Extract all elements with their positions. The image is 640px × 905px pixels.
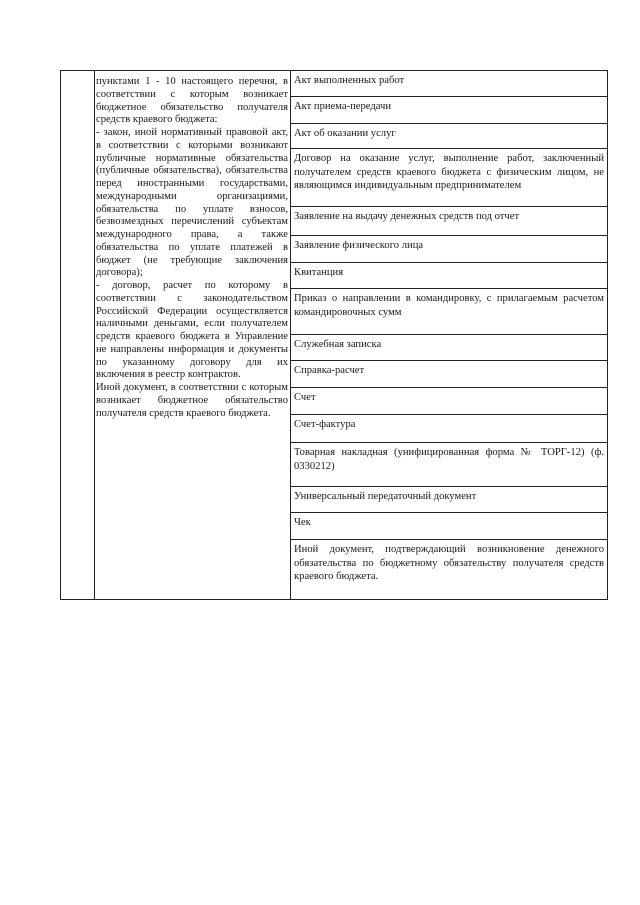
documents-table: [60, 70, 608, 600]
paragraph: - договор, расчет по которому в соответствии с законодательством Российской Федерации осуществляется наличными деньгами, если получателем средств краевого бюджета в Управление не направлены информация и документы по указанному договору для их включения в реестр контрактов.: [96, 280, 288, 381]
column-divider: [94, 71, 95, 599]
document-name: Приказ о направлении в командировку, с прилагаемым расчетом командировочных сумм: [294, 293, 604, 318]
document-row: [291, 486, 607, 512]
document-name: Акт приема-передачи: [294, 101, 392, 112]
document-name: Универсальный передаточный документ: [294, 491, 477, 502]
document-row: [291, 71, 607, 96]
paragraph: Иной документ, в соответствии с которым возникает бюджетное обязательство получателя средств краевого бюджета.: [96, 382, 288, 419]
document-row: [291, 235, 607, 262]
document-row: [291, 442, 607, 486]
document-name: Квитанция: [294, 267, 344, 278]
document-name: Счет: [294, 392, 316, 403]
document-name: Товарная накладная (унифицированная форма № ТОРГ-12) (ф. 0330212): [294, 447, 604, 472]
document-row: [291, 148, 607, 206]
document-row: [291, 512, 607, 539]
document-name: Заявление физического лица: [294, 240, 424, 251]
document-row: [291, 334, 607, 360]
document-row: [291, 414, 607, 442]
document-row: [291, 96, 607, 123]
document-name: Служебная записка: [294, 339, 382, 350]
document-name: Счет-фактура: [294, 419, 356, 430]
document-row: [291, 360, 607, 387]
document-name: Заявление на выдачу денежных средств под отчет: [294, 211, 520, 222]
document-name: Акт об оказании услуг: [294, 128, 396, 139]
document-row: [291, 387, 607, 414]
document-name: Справка-расчет: [294, 365, 365, 376]
document-name: Чек: [294, 517, 311, 528]
document-name: Акт выполненных работ: [294, 75, 405, 86]
document-name: Договор на оказание услуг, выполнение работ, заключенный получателем средств краевого бюджета с физическим лицом, не являющимся индивидуальным предпринимателем: [294, 153, 604, 191]
document-row: [291, 262, 607, 288]
document-row: [291, 206, 607, 235]
paragraph: пунктами 1 - 10 настоящего перечня, в соответствии с которым возникает бюджетное обязательство получателя средств краевого бюджета:: [96, 76, 288, 126]
document-row: [291, 123, 607, 148]
obligation-basis-cell: [96, 76, 288, 420]
document-name: Иной документ, подтверждающий возникновение денежного обязательства по бюджетному обязательству получателя средств краевого бюджета.: [294, 544, 604, 582]
paragraph: - закон, иной нормативный правовой акт, в соответствии с которыми возникают публичные нормативные обязательства (публичные обязательства), обязательства перед иностранными государствами, международными организациями, обязательства по уплате взносов, безвозмездных перечислений субъектам международного права, а также обязательства по уплате платежей в бюджет (не требующие заключения договора);: [96, 127, 288, 279]
document-row: [291, 288, 607, 334]
document-row: [291, 539, 607, 600]
